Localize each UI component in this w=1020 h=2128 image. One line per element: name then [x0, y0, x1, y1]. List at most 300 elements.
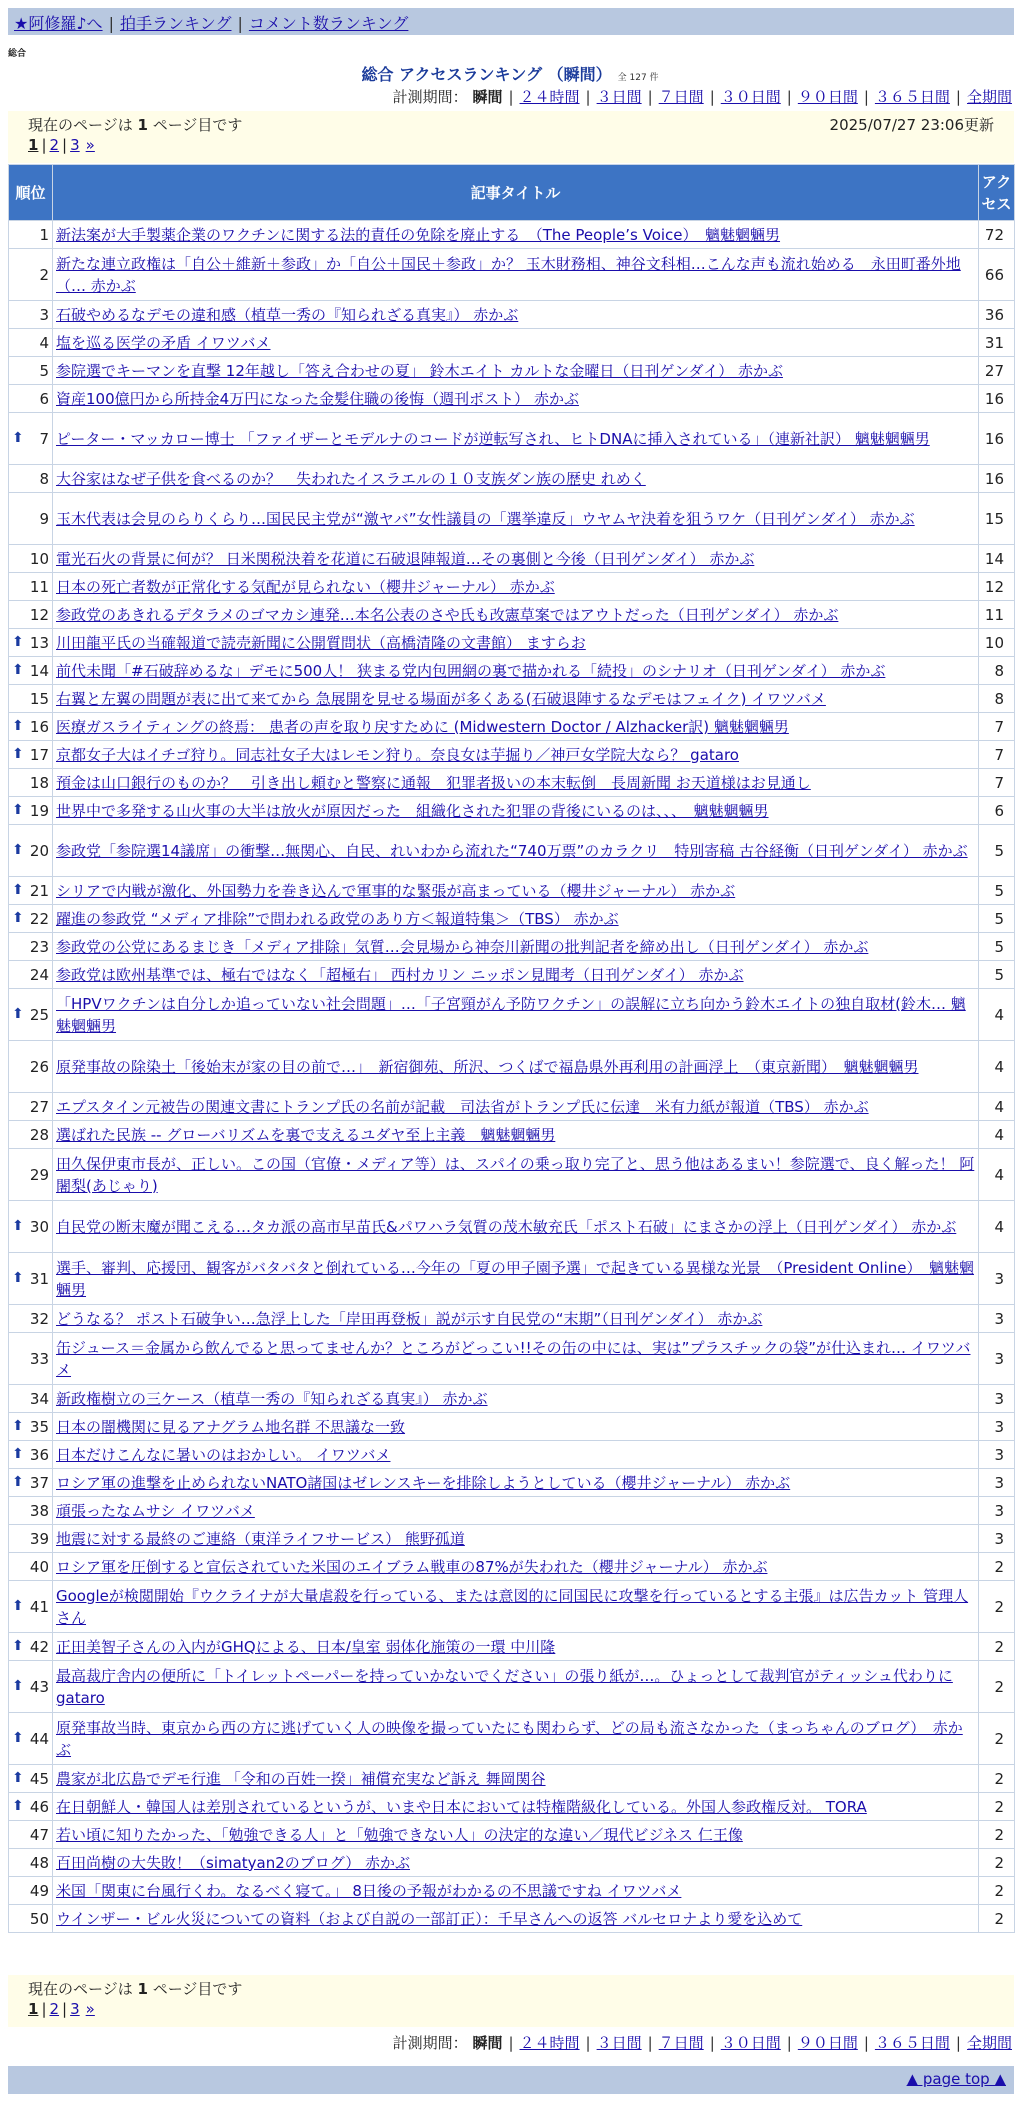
rank-number: 44 [29, 1729, 49, 1748]
rank-up-arrow-icon: ⬆ [12, 1445, 24, 1462]
access-count: 5 [979, 933, 1015, 961]
article-link[interactable]: 躍進の参政党 “メディア排除”で問われる政党のあり方＜報道特集＞（TBS） 赤かぶ [56, 909, 619, 928]
access-count: 2 [979, 1633, 1015, 1661]
access-count: 3 [979, 1497, 1015, 1525]
nav-separator: | [237, 14, 243, 33]
rank-cell [9, 1661, 53, 1713]
access-count: 6 [979, 797, 1015, 825]
title-cell [53, 1121, 979, 1149]
title-cell [53, 1765, 979, 1793]
table-row [9, 1121, 1015, 1149]
comment-ranking-link[interactable]: コメント数ランキング [248, 14, 409, 33]
period-24h-link[interactable]: ２４時間 [519, 88, 580, 106]
access-count: 8 [979, 685, 1015, 713]
rank-number: 18 [29, 773, 49, 792]
title-cell [53, 385, 979, 413]
access-count: 4 [979, 1121, 1015, 1149]
article-link[interactable]: 資産100億円から所持金4万円になった金髪住職の後悔（週刊ポスト） 赤かぶ [56, 389, 579, 408]
table-row [9, 797, 1015, 825]
rank-cell [9, 1877, 53, 1905]
rank-cell [9, 1713, 53, 1765]
rank-cell [9, 769, 53, 797]
table-row [9, 1305, 1015, 1333]
title-cell [53, 493, 979, 545]
article-link[interactable]: 右翼と左翼の問題が表に出て来てから 急展開を見せる場面が多くある(石破退陣するなデモはフェイク) イワツバメ [56, 689, 826, 708]
access-count: 5 [979, 961, 1015, 989]
rank-cell [9, 905, 53, 933]
access-count: 36 [979, 301, 1015, 329]
rank-number: 21 [29, 881, 49, 900]
article-link[interactable]: 日本の死亡者数が正常化する気配が見られない（櫻井ジャーナル） 赤かぶ [56, 577, 555, 596]
article-link[interactable]: 京都女子大はイチゴ狩り。同志社女子大はレモン狩り。奈良女は芋掘り／神戸女学院大なら？ gataro [56, 745, 739, 764]
article-link[interactable]: 参院選でキーマンを直撃 12年越し「答え合わせの夏」 鈴木エイト カルトな金曜日（日刊ゲンダイ） 赤かぶ [56, 361, 783, 380]
rank-number: 5 [39, 361, 49, 380]
rank-number: 46 [29, 1797, 49, 1816]
table-row [9, 1877, 1015, 1905]
article-link[interactable]: 大谷家はなぜ子供を食べるのか？ 失われたイスラエルの１０支族ダン族の歴史 れめく [56, 469, 646, 488]
article-link[interactable]: ピーター・マッカロー博士 「ファイザーとモデルナのコードが逆転写され、ヒトDNAに挿入されている」（連新社訳） 魑魅魍魎男 [56, 429, 930, 448]
table-row [9, 1441, 1015, 1469]
title-cell [53, 1525, 979, 1553]
rank-header: 順位 [9, 165, 53, 221]
article-link[interactable]: エプスタイン元被告の関連文書にトランプ氏の名前が記載 司法省がトランプ氏に伝達 米有力紙が報道（TBS） 赤かぶ [56, 1097, 869, 1116]
page-3-link[interactable]: 3 [70, 136, 80, 154]
rank-cell [9, 1633, 53, 1661]
rank-number: 16 [29, 717, 49, 736]
article-link[interactable]: 正田美智子さんの入内がGHQによる、日本/皇室 弱体化施策の一環 中川隆 [56, 1637, 556, 1656]
rank-up-arrow-icon: ⬆ [12, 1637, 24, 1654]
article-link[interactable]: 世界中で多発する山火事の大半は放火が原因だった 組織化された犯罪の背後にいるのは、、、 魑魅魍魎男 [56, 801, 769, 820]
rank-number: 38 [29, 1501, 49, 1520]
rank-number: 48 [29, 1853, 49, 1872]
rank-number: 12 [29, 605, 49, 624]
title-cell [53, 1041, 979, 1093]
rank-cell [9, 1201, 53, 1253]
table-row [9, 413, 1015, 465]
rank-number: 43 [29, 1677, 49, 1696]
article-link[interactable]: Googleが検閲開始『ウクライナが大量虐殺を行っている、または意図的に同国民に攻撃を行っているとする主張』は広告カット 管理人さん [56, 1586, 969, 1627]
title-header: 記事タイトル [53, 165, 979, 221]
applause-ranking-link[interactable]: 拍手ランキング [119, 14, 232, 33]
rank-cell [9, 1093, 53, 1121]
rank-number: 15 [29, 689, 49, 708]
title-cell [53, 797, 979, 825]
title-cell [53, 713, 979, 741]
rank-cell [9, 933, 53, 961]
title-cell [53, 1497, 979, 1525]
article-link[interactable]: 選ばれた民族 -- グローバリズムを裏で支えるユダヤ至上主義 魑魅魍魎男 [56, 1125, 556, 1144]
table-row [9, 1553, 1015, 1581]
title-cell [53, 573, 979, 601]
title-cell [53, 1821, 979, 1849]
title-cell [53, 1333, 979, 1385]
rank-number: 49 [29, 1881, 49, 1900]
rank-cell [9, 1793, 53, 1821]
table-row [9, 545, 1015, 573]
rank-number: 19 [29, 801, 49, 820]
title-cell [53, 961, 979, 989]
rank-up-arrow-icon: ⬆ [12, 841, 24, 858]
access-count: 7 [979, 769, 1015, 797]
access-count: 27 [979, 357, 1015, 385]
table-row [9, 1413, 1015, 1441]
rank-number: 20 [29, 841, 49, 860]
period-selector-top: 計測期間： 瞬間 | ２４時間 | ３日間 | ７日間 | ３０日間 | ９０日間 | ３６５日間 | 全期間 [392, 88, 1012, 106]
page-info-top [8, 111, 1014, 163]
article-link[interactable]: 新政権樹立の三ケース（植草一秀の『知られざる真実』） 赤かぶ [56, 1389, 488, 1408]
access-count: 7 [979, 741, 1015, 769]
rank-cell [9, 629, 53, 657]
page-1-current: 1 [28, 136, 39, 154]
access-count: 3 [979, 1469, 1015, 1497]
rank-up-arrow-icon: ⬆ [12, 881, 24, 898]
table-row [9, 1041, 1015, 1093]
title-cell [53, 545, 979, 573]
article-link[interactable]: 百田尚樹の大失敗！（simatyan2のブログ） 赤かぶ [56, 1853, 411, 1872]
period-3d-link[interactable]: ３日間 [596, 2034, 642, 2052]
access-count: 3 [979, 1413, 1015, 1441]
access-count: 4 [979, 1149, 1015, 1201]
table-row [9, 713, 1015, 741]
rank-number: 42 [29, 1637, 49, 1656]
article-link[interactable]: 選手、審判、応援団、観客がバタバタと倒れている…今年の「夏の甲子園予選」で起きている異様な光景 （President Online） 魑魅魍魎男 [56, 1258, 974, 1299]
updated-timestamp: 2025/07/27 23:06更新 [829, 116, 994, 134]
access-count: 3 [979, 1441, 1015, 1469]
rank-up-arrow-icon: ⬆ [12, 801, 24, 818]
access-count: 4 [979, 1041, 1015, 1093]
rank-cell [9, 713, 53, 741]
access-count: 2 [979, 1821, 1015, 1849]
access-count: 8 [979, 657, 1015, 685]
title-cell [53, 329, 979, 357]
article-link[interactable]: 田久保伊東市長が、正しい。この国（官僚・メディア等）は、スパイの乗っ取り完了と、思う他はあるまい！参院選で、良く解った！ 阿闍梨(あじゃり) [56, 1154, 975, 1195]
table-row [9, 933, 1015, 961]
title-cell [53, 877, 979, 905]
table-row [9, 357, 1015, 385]
period-365d-link[interactable]: ３６５日間 [874, 2034, 950, 2052]
access-count: 3 [979, 1253, 1015, 1305]
rank-up-arrow-icon: ⬆ [12, 909, 24, 926]
ranking-rows [9, 221, 1015, 1933]
table-row [9, 1333, 1015, 1385]
top-nav-bar [8, 8, 1014, 35]
article-link[interactable]: 参政党「参院選14議席」の衝撃…無関心、自民、れいわから流れた“740万票”のカラクリ 特別寄稿 古谷経衡（日刊ゲンダイ） 赤かぶ [56, 841, 968, 860]
article-link[interactable]: 原発事故当時、東京から西の方に逃げていく人の映像を撮っていたにも関わらず、どの局も流さなかった（まっちゃんのブログ） 赤かぶ [56, 1718, 963, 1759]
rank-number: 14 [29, 661, 49, 680]
rank-cell [9, 385, 53, 413]
title-cell [53, 413, 979, 465]
rank-number: 37 [29, 1473, 49, 1492]
article-link[interactable]: 農家が北広島でデモ行進 「令和の百姓一揆」補償充実など訴え 舞岡関谷 [56, 1769, 546, 1788]
rank-number: 35 [29, 1417, 49, 1436]
period-current: 瞬間 [472, 88, 503, 106]
article-link[interactable]: 石破やめるなデモの違和感（植草一秀の『知られざる真実』） 赤かぶ [56, 305, 519, 324]
rank-cell [9, 1413, 53, 1441]
article-link[interactable]: 参政党の公党にあるまじき「メディア排除」気質…会見場から神奈川新聞の批判記者を締め出し（日刊ゲンダイ） 赤かぶ [56, 937, 869, 956]
title-cell [53, 769, 979, 797]
rank-number: 22 [29, 909, 49, 928]
rank-cell [9, 1553, 53, 1581]
rank-cell [9, 1821, 53, 1849]
access-count: 66 [979, 249, 1015, 301]
rank-number: 41 [29, 1597, 49, 1616]
access-count: 2 [979, 1793, 1015, 1821]
rank-number: 4 [39, 333, 49, 352]
table-row [9, 1765, 1015, 1793]
title-cell [53, 601, 979, 629]
article-link[interactable]: 米国「関東に台風行くわ。なるべく寝て。」 8日後の予報がわかるの不思議ですね イワツバメ [56, 1881, 682, 1900]
title-cell [53, 741, 979, 769]
period-label: 計測期間： [392, 88, 468, 106]
rank-number: 10 [29, 549, 49, 568]
article-link[interactable]: 前代未聞「#石破辞めるな」デモに500人！ 狭まる党内包囲網の裏で描かれる「続投」のシナリオ（日刊ゲンダイ） 赤かぶ [56, 661, 886, 680]
period-7d-link[interactable]: ７日間 [658, 88, 704, 106]
current-page-text: 現在のページは 1 ページ目です [28, 116, 243, 134]
rank-number: 6 [39, 389, 49, 408]
access-count: 3 [979, 1525, 1015, 1553]
table-row [9, 465, 1015, 493]
rank-number: 1 [39, 225, 49, 244]
title-cell [53, 685, 979, 713]
period-3d-link[interactable]: ３日間 [596, 88, 642, 106]
rank-up-arrow-icon: ⬆ [12, 1417, 24, 1434]
article-link[interactable]: ロシア軍の進撃を止められないNATO諸国はゼレンスキーを排除しようとしている（櫻井ジャーナル） 赤かぶ [56, 1473, 791, 1492]
rank-up-arrow-icon: ⬆ [12, 1269, 24, 1286]
title-cell [53, 1149, 979, 1201]
title-cell [53, 629, 979, 657]
rank-cell [9, 1253, 53, 1305]
rank-cell [9, 249, 53, 301]
article-link[interactable]: 缶ジュース＝金属から飲んでると思ってませんか？ところがどっこい!!その缶の中には、実は”プラスチックの袋”が仕込まれ… イワツバメ [56, 1338, 971, 1379]
access-count: 72 [979, 221, 1015, 249]
access-count: 3 [979, 1333, 1015, 1385]
rank-number: 39 [29, 1529, 49, 1548]
period-30d-link[interactable]: ３０日間 [720, 88, 781, 106]
article-link[interactable]: 川田龍平氏の当確報道で読売新聞に公開質問状（高橋清隆の文書館） ますらお [56, 633, 586, 652]
access-count: 2 [979, 1553, 1015, 1581]
article-link[interactable]: 日本だけこんなに暑いのはおかしい。 イワツバメ [56, 1445, 391, 1464]
rank-number: 40 [29, 1557, 49, 1576]
article-link[interactable]: 在日朝鮮人・韓国人は差別されているというが、いまや日本においては特権階級化している。外国人参政権反対。 TORA [56, 1797, 867, 1816]
rank-cell [9, 685, 53, 713]
article-link[interactable]: 原発事故の除染土「後始末が家の目の前で…」 新宿御苑、所沢、つくばで福島県外再利用の計画浮上 （東京新聞） 魑魅魍魎男 [56, 1057, 919, 1076]
article-link[interactable]: 玉木代表は会見のらりくらり…国民民主党が“激ヤバ”女性議員の「選挙違反」ウヤムヤ決着を狙うワケ（日刊ゲンダイ） 赤かぶ [56, 509, 915, 528]
access-count: 2 [979, 1849, 1015, 1877]
rank-cell [9, 1469, 53, 1497]
access-count: 12 [979, 573, 1015, 601]
rank-cell [9, 329, 53, 357]
period-90d-link[interactable]: ９０日間 [797, 2034, 858, 2052]
rank-number: 47 [29, 1825, 49, 1844]
access-count: 5 [979, 825, 1015, 877]
rank-up-arrow-icon: ⬆ [12, 429, 24, 446]
access-count: 16 [979, 413, 1015, 465]
title-cell [53, 1581, 979, 1633]
access-count: 2 [979, 1905, 1015, 1933]
pagination: 1 | 2 | 3 » [28, 136, 95, 154]
title-cell [53, 357, 979, 385]
title-cell [53, 1441, 979, 1469]
article-link[interactable]: 自民党の断末魔が聞こえる…タカ派の高市早苗氏&パワハラ気質の茂木敏充氏「ポスト石破」にまさかの浮上（日刊ゲンダイ） 赤かぶ [56, 1217, 957, 1236]
rank-cell [9, 1849, 53, 1877]
rank-cell [9, 797, 53, 825]
page-info-bottom [8, 1975, 1014, 2027]
article-link[interactable]: 日本の闇機関に見るアナグラム地名群 不思議な一致 [56, 1417, 406, 1436]
article-link[interactable]: ウインザー・ビル火災についての資料（および自説の一部訂正）：千早さんへの返答 バルセロナより愛を込めて [56, 1909, 803, 1928]
rank-cell [9, 1121, 53, 1149]
table-row [9, 769, 1015, 797]
access-count: 5 [979, 905, 1015, 933]
period-all-link[interactable]: 全期間 [966, 88, 1012, 106]
table-row [9, 825, 1015, 877]
period-30d-link[interactable]: ３０日間 [720, 2034, 781, 2052]
table-row [9, 1793, 1015, 1821]
rank-cell [9, 465, 53, 493]
table-row [9, 989, 1015, 1041]
nav-separator: | [108, 14, 114, 33]
article-link[interactable]: 地震に対する最終のご連絡（東洋ライフサービス） 熊野孤道 [56, 1529, 465, 1548]
article-link[interactable]: 医療ガスライティングの終焉： 患者の声を取り戻すために (Midwestern Doctor / Alzhacker訳) 魑魅魍魎男 [56, 717, 789, 736]
rank-number: 27 [29, 1097, 49, 1116]
page-3-link[interactable]: 3 [70, 2000, 80, 2018]
table-row [9, 1201, 1015, 1253]
article-link[interactable]: 最高裁庁舎内の便所に「トイレットペーパーを持っていかないでください」の張り紙が…。ひょっとして裁判官がティッシュ代わりに gataro [56, 1666, 953, 1707]
table-row [9, 301, 1015, 329]
rank-cell [9, 825, 53, 877]
period-7d-link[interactable]: ７日間 [658, 2034, 704, 2052]
rank-number: 11 [29, 577, 49, 596]
period-all-link[interactable]: 全期間 [966, 2034, 1012, 2052]
rank-up-arrow-icon: ⬆ [12, 1473, 24, 1490]
title-cell [53, 825, 979, 877]
title-cell [53, 1905, 979, 1933]
page-title [0, 62, 1020, 85]
table-row [9, 1821, 1015, 1849]
table-row [9, 493, 1015, 545]
rank-number: 34 [29, 1389, 49, 1408]
rank-number: 31 [29, 1269, 49, 1288]
rank-cell [9, 1385, 53, 1413]
rank-number: 29 [29, 1165, 49, 1184]
rank-up-arrow-icon: ⬆ [12, 1677, 24, 1694]
article-link[interactable]: 電光石火の背景に何が？ 日米関税決着を花道に石破退陣報道…その裏側と今後（日刊ゲンダイ） 赤かぶ [56, 549, 755, 568]
article-link[interactable]: 頑張ったなムサシ イワツバメ [56, 1501, 255, 1520]
article-link[interactable]: 新法案が大手製薬企業のワクチンに関する法的責任の免除を廃止する （The People’s Voice） 魑魅魍魎男 [56, 225, 781, 244]
period-90d-link[interactable]: ９０日間 [797, 88, 858, 106]
pagination: 1 | 2 | 3 » [28, 2000, 95, 2018]
rank-cell [9, 573, 53, 601]
title-cell [53, 905, 979, 933]
title-cell [53, 465, 979, 493]
rank-number: 30 [29, 1217, 49, 1236]
title-cell [53, 1661, 979, 1713]
title-cell [53, 1093, 979, 1121]
title-cell [53, 1849, 979, 1877]
page-top-link[interactable]: ▲ page top ▲ [906, 2070, 1006, 2088]
rank-cell [9, 877, 53, 905]
home-link[interactable]: ★阿修羅♪へ [14, 14, 103, 33]
rank-cell [9, 301, 53, 329]
rank-cell [9, 1149, 53, 1201]
title-cell [53, 249, 979, 301]
page-2-link[interactable]: 2 [49, 136, 60, 154]
rank-number: 26 [29, 1057, 49, 1076]
page-2-link[interactable]: 2 [49, 2000, 60, 2018]
article-link[interactable]: ロシア軍を圧倒すると宣伝されていた米国のエイブラム戦車の87%が失われた（櫻井ジャーナル） 赤かぶ [56, 1557, 768, 1576]
table-row [9, 1149, 1015, 1201]
rank-cell [9, 741, 53, 769]
access-count: 31 [979, 329, 1015, 357]
period-365d-link[interactable]: ３６５日間 [874, 88, 950, 106]
rank-up-arrow-icon: ⬆ [12, 717, 24, 734]
next-page-link[interactable]: » [85, 136, 95, 154]
access-count: 2 [979, 1581, 1015, 1633]
table-row [9, 385, 1015, 413]
table-row [9, 221, 1015, 249]
title-cell [53, 1253, 979, 1305]
access-count: 3 [979, 1305, 1015, 1333]
table-row [9, 1849, 1015, 1877]
rank-cell [9, 1525, 53, 1553]
title-cell [53, 1633, 979, 1661]
article-link[interactable]: シリアで内戦が激化、外国勢力を巻き込んで軍事的な緊張が高まっている（櫻井ジャーナル） 赤かぶ [56, 881, 736, 900]
rank-number: 33 [29, 1349, 49, 1368]
article-link[interactable]: 新たな連立政権は「自公＋維新＋参政」か「自公＋国民＋参政」か？ 玉木財務相、神谷文科相…こんな声も流れ始める 永田町番外地（… 赤かぶ [56, 254, 961, 295]
article-link[interactable]: 参政党のあきれるデタラメのゴマカシ連発…本名公表のさや氏も改憲草案ではアウトだった（日刊ゲンダイ） 赤かぶ [56, 605, 839, 624]
rank-cell [9, 1497, 53, 1525]
rank-number: 23 [29, 937, 49, 956]
article-link[interactable]: どうなる？ ポスト石破争い…急浮上した「岸田再登板」説が示す自民党の“末期”（日刊ゲンダイ） 赤かぶ [56, 1309, 763, 1328]
period-current: 瞬間 [472, 2034, 503, 2052]
rank-number: 32 [29, 1309, 49, 1328]
rank-up-arrow-icon: ⬆ [12, 1217, 24, 1234]
rank-number: 24 [29, 965, 49, 984]
title-cell [53, 1469, 979, 1497]
title-cell [53, 1385, 979, 1413]
article-link[interactable]: 塩を巡る医学の矛盾 イワツバメ [56, 333, 271, 352]
access-count: 2 [979, 1765, 1015, 1793]
rank-up-arrow-icon: ⬆ [12, 1005, 24, 1022]
rank-cell [9, 545, 53, 573]
table-row [9, 1905, 1015, 1933]
title-cell [53, 989, 979, 1041]
title-cell [53, 1713, 979, 1765]
access-count: 2 [979, 1661, 1015, 1713]
title-cell [53, 1877, 979, 1905]
article-link[interactable]: 預金は山口銀行のものか？ 引き出し頼むと警察に通報 犯罪者扱いの本末転倒 長周新聞 お天道様はお見通し [56, 773, 811, 792]
rank-number: 9 [39, 509, 49, 528]
rank-up-arrow-icon: ⬆ [12, 1597, 24, 1614]
rank-cell [9, 989, 53, 1041]
table-row [9, 1093, 1015, 1121]
rank-number: 2 [39, 265, 49, 284]
access-count: 16 [979, 385, 1015, 413]
access-count: 7 [979, 713, 1015, 741]
rank-cell [9, 493, 53, 545]
article-link[interactable]: 参政党は欧州基準では、極右ではなく「超極右」 西村カリン ニッポン見聞考（日刊ゲンダイ） 赤かぶ [56, 965, 744, 984]
table-row [9, 1661, 1015, 1713]
table-row [9, 601, 1015, 629]
rank-cell [9, 961, 53, 989]
article-link[interactable]: 「HPVワクチンは自分しか追っていない社会問題」…「子宮頸がん予防ワクチン」の誤解に立ち向かう鈴木エイトの独自取材(鈴木… 魑魅魍魎男 [56, 994, 966, 1035]
article-link[interactable]: 若い頃に知りたかった、「勉強できる人」と「勉強できない人」の決定的な違い／現代ビジネス 仁王像 [56, 1825, 743, 1844]
rank-number: 8 [39, 469, 49, 488]
rank-number: 36 [29, 1445, 49, 1464]
table-row [9, 1497, 1015, 1525]
period-24h-link[interactable]: ２４時間 [519, 2034, 580, 2052]
next-page-link[interactable]: » [85, 2000, 95, 2018]
access-count: 2 [979, 1713, 1015, 1765]
